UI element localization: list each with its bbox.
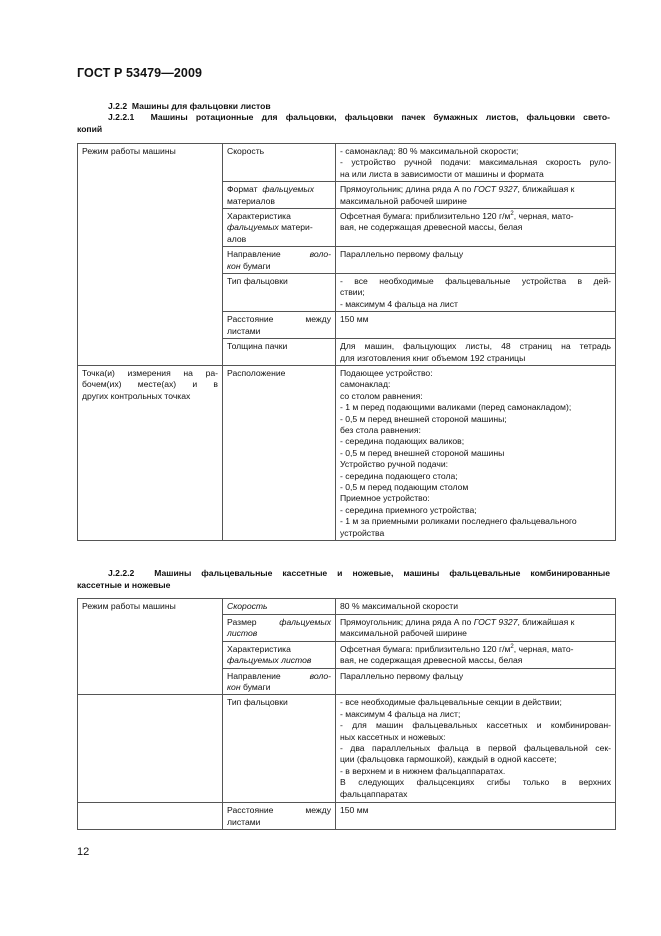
- cell-text: Толщина пачки: [227, 341, 288, 352]
- table-row: [78, 144, 616, 182]
- cell-text: 80 % максимальной скорости: [340, 601, 459, 611]
- cell-line: - два параллельных фальца в первой фальцевальной сек-: [340, 743, 611, 754]
- cell-line: фальцаппаратах: [340, 788, 408, 799]
- value-cell: [336, 247, 616, 274]
- cell-text: Офсетная бумага: приблизительно 120 г/м: [340, 643, 511, 654]
- cell-line: В следующих фальцсекциях сгибы только в верхних: [340, 777, 611, 788]
- cell-text: , ближайшая к: [517, 184, 575, 195]
- cell-line: - 0,5 м перед внешней стороной машины;: [340, 413, 507, 424]
- cell-text: листами: [227, 816, 261, 827]
- section-j222-heading-cont: кассетные и ножевые: [77, 580, 171, 590]
- value-cell: [336, 274, 616, 312]
- cell-text: 150 мм: [340, 805, 369, 816]
- cell-text: матери-: [281, 222, 313, 233]
- cell-line: самонаклад:: [340, 379, 391, 390]
- cell-text: Направление: [227, 249, 281, 260]
- table-row: [78, 365, 616, 540]
- cell-text: Скорость: [227, 146, 265, 156]
- cell-text: материалов: [227, 195, 275, 206]
- cell-text: , черная, мато-: [513, 211, 574, 222]
- section-number: J.2.2.1: [108, 112, 135, 122]
- cell-text: фальцуемых: [227, 222, 279, 233]
- cell-text: листами: [227, 325, 261, 336]
- cell-text: Размер: [227, 617, 257, 627]
- cell-line: Подающее устройство:: [340, 367, 433, 378]
- cell-text: Параллельно первому фальцу: [340, 249, 464, 260]
- standard-reference: ГОСТ 9327: [473, 184, 518, 195]
- cell-line: - 1 м перед подающими валиками (перед самонакладом);: [340, 402, 572, 413]
- table-rotary-folding: [77, 143, 616, 541]
- cell-text: алов: [227, 233, 247, 244]
- value-cell: [336, 599, 616, 615]
- cell-line: - середина приемного устройства;: [340, 504, 477, 515]
- cell-line: - устройство ручной подачи: максимальная скорость руло-: [340, 157, 611, 168]
- cell-line: ных кассетных и ножевых:: [340, 731, 446, 742]
- cell-line: Точка(и) измерения на ра-: [82, 367, 218, 378]
- cell-text: Офсетная бумага: приблизительно 120 г/м: [340, 211, 511, 222]
- superscript: 2: [510, 211, 514, 218]
- cell-line: Для машин, фальцующих листы, 48 страниц на тетрадь: [340, 341, 611, 352]
- cell-line: - все необходимые фальцевальные секции в действии;: [340, 697, 562, 708]
- cell-line: со столом равнения:: [340, 390, 423, 401]
- cell-text: Скорость: [227, 601, 268, 611]
- param-cell: [223, 803, 336, 830]
- value-cell: [336, 803, 616, 830]
- value-cell: [336, 615, 616, 642]
- cell-line: Приемное устройство:: [340, 493, 430, 504]
- section-number: J.2.2.2: [108, 568, 135, 578]
- cell-text: листов: [227, 628, 258, 639]
- cell-line: без стола равнения:: [340, 424, 421, 435]
- cell-text: фальцуемых: [279, 617, 331, 627]
- cell-text: воло-: [309, 249, 331, 260]
- param-cell: [223, 599, 336, 615]
- cell-text: Режим работы машины: [82, 146, 176, 156]
- cell-line: устройства: [340, 527, 385, 538]
- value-cell: [336, 365, 616, 540]
- value-cell: [336, 339, 616, 366]
- param-cell: [223, 365, 336, 540]
- value-cell: [336, 144, 616, 182]
- section-number: J.2.2: [108, 101, 128, 111]
- mode-cell: [78, 599, 223, 695]
- cell-line: - максимум 4 фальца на лист: [340, 298, 458, 309]
- cell-text: Тип фальцовки: [227, 276, 288, 287]
- cell-text: Расстояние: [227, 314, 274, 325]
- table-row: [78, 599, 616, 615]
- cell-text: кон: [227, 682, 241, 693]
- cell-line: бочем(их) месте(ах) и в: [82, 379, 218, 390]
- cell-line: - середина подающих валиков;: [340, 436, 465, 447]
- cell-text: , ближайшая к: [517, 617, 575, 627]
- param-cell: [223, 247, 336, 274]
- cell-text: Режим работы машины: [82, 601, 176, 611]
- section-j221-heading-cont: копий: [77, 124, 103, 134]
- cell-line: - 0,5 м перед внешней стороной машины: [340, 447, 505, 458]
- cell-text: бумаги: [242, 682, 271, 693]
- param-cell: [223, 695, 336, 803]
- cell-text: Характеристика: [227, 211, 291, 222]
- cell-text: фальцуемых: [262, 184, 315, 195]
- cell-text: Формат: [227, 184, 258, 195]
- section-j222-heading: [108, 567, 610, 579]
- document-header: ГОСТ Р 53479—2009: [77, 66, 203, 80]
- cell-text: воло-: [309, 670, 331, 681]
- cell-text: Тип фальцовки: [227, 697, 288, 708]
- value-cell: [336, 312, 616, 339]
- cell-text: Прямоугольник; длина ряда А по: [340, 617, 472, 627]
- cell-text: фальцуемых листов: [227, 655, 312, 666]
- standard-reference: ГОСТ 9327: [473, 617, 518, 627]
- param-cell: [223, 274, 336, 312]
- points-cell: [78, 365, 223, 540]
- param-cell: [223, 182, 336, 209]
- cell-line: - все необходимые фальцевальные устройства в дей-: [340, 276, 611, 287]
- cell-line: на или листа в зависимости от машины и формата: [340, 168, 544, 179]
- cell-text: между: [305, 805, 331, 816]
- cell-text: бумаги: [242, 260, 271, 271]
- cell-line: других контрольных точках: [82, 390, 191, 401]
- table-row: [78, 803, 616, 830]
- page-number: 12: [77, 846, 90, 858]
- value-cell: [336, 641, 616, 668]
- cell-text: максимальной рабочей ширине: [340, 195, 467, 206]
- param-cell: [223, 312, 336, 339]
- cell-line: - середина подающего стола;: [340, 470, 458, 481]
- param-cell: [223, 144, 336, 182]
- param-cell: [223, 641, 336, 668]
- cell-line: - 1 м за приемными роликами последнего фальцевального: [340, 516, 577, 527]
- cell-text: Направление: [227, 670, 281, 681]
- cell-line: ции (фальцовка гармошкой), каждый в одной кассете;: [340, 754, 557, 765]
- cell-text: Расположение: [227, 367, 286, 378]
- value-cell: [336, 209, 616, 247]
- cell-text: между: [305, 314, 331, 325]
- value-cell: [336, 695, 616, 803]
- table-cassette-folding: [77, 598, 616, 830]
- section-j221-heading: [108, 111, 610, 123]
- param-cell: [223, 615, 336, 642]
- cell-text: , черная, мато-: [513, 643, 574, 654]
- cell-line: - для машин фальцевальных кассетных и комбинирован-: [340, 720, 611, 731]
- cell-text: вая, не содержащая древесной массы, белая: [340, 655, 523, 666]
- table-row: [78, 695, 616, 803]
- cell-line: - максимум 4 фальца на лист;: [340, 708, 461, 719]
- param-cell: [223, 339, 336, 366]
- cell-text: Расстояние: [227, 805, 274, 816]
- cell-text: вая, не содержащая древесной массы, белая: [340, 222, 523, 233]
- cell-text: 150 мм: [340, 314, 369, 325]
- mode-cell: [78, 144, 223, 366]
- empty-cell: [78, 803, 223, 830]
- cell-line: - в верхнем и в нижнем фальцаппаратах.: [340, 765, 506, 776]
- cell-line: Устройство ручной подачи:: [340, 459, 449, 470]
- cell-line: для изготовления книг объемом 192 страницы: [340, 352, 526, 363]
- section-title: Машины для фальцовки листов: [131, 101, 271, 111]
- value-cell: [336, 182, 616, 209]
- param-cell: [223, 668, 336, 695]
- section-title: Машины ротационные для фальцовки, фальцовки пачек бумажных листов, фальцовки свето-: [150, 112, 610, 122]
- value-cell: [336, 668, 616, 695]
- param-cell: [223, 209, 336, 247]
- cell-text: максимальной рабочей ширине: [340, 628, 467, 639]
- empty-cell: [78, 695, 223, 803]
- cell-line: - 0,5 м перед подающим столом: [340, 481, 469, 492]
- cell-line: - самонаклад: 80 % максимальной скорости;: [340, 146, 519, 156]
- superscript: 2: [510, 643, 514, 650]
- section-title: Машины фальцевальные кассетные и ножевые, машины фальцевальные комбинированные: [154, 568, 610, 578]
- cell-line: ствии;: [340, 287, 365, 298]
- cell-text: Характеристика: [227, 643, 291, 654]
- cell-text: Параллельно первому фальцу: [340, 670, 464, 681]
- cell-text: Прямоугольник; длина ряда А по: [340, 184, 472, 195]
- cell-text: кон: [227, 260, 241, 271]
